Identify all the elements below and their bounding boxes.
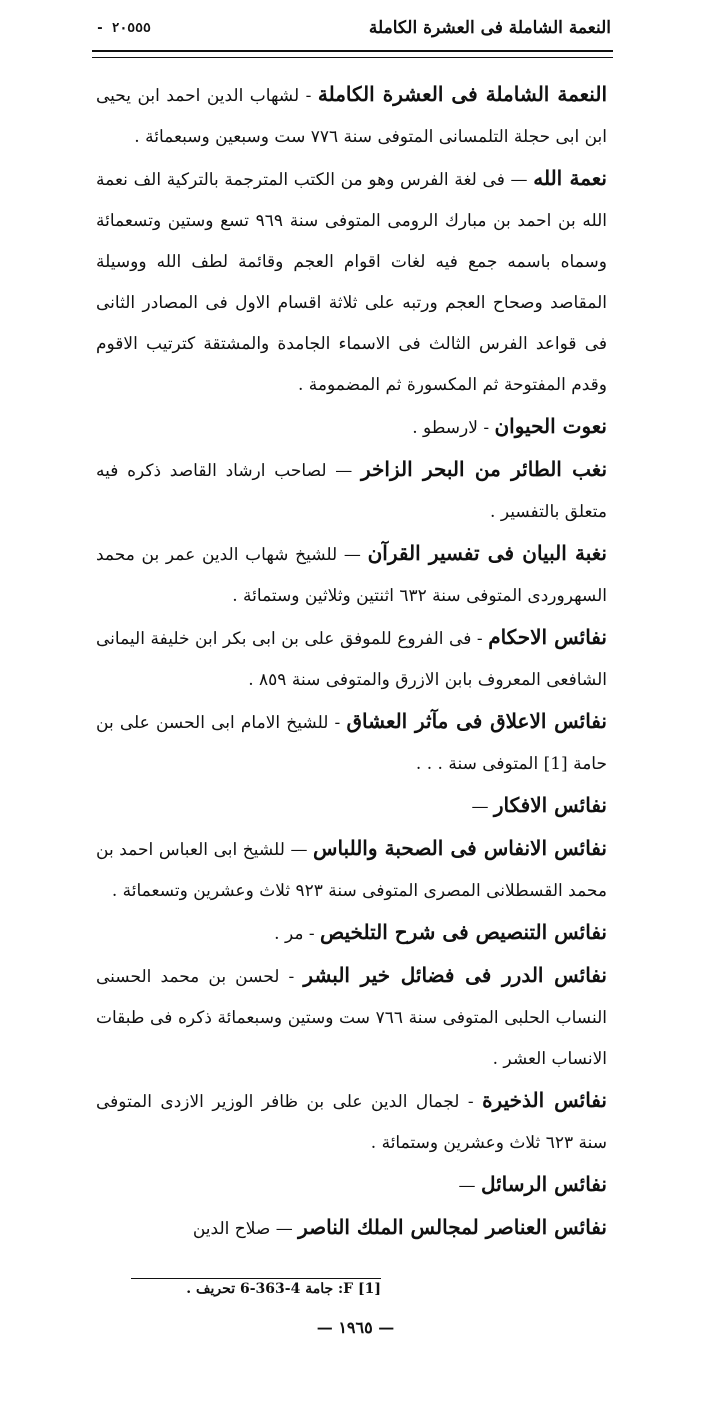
entry-text: - لحسن بن محمد الحسنى النساب الحلبى المتوفى سنة ٧٦٦ ست وستين وسبعمائة ذكره فى طبقات الانساب العشر . (96, 967, 608, 1069)
entry-text: — لصاحب ارشاد القاصد ذكره فيه متعلق بالتفسير . (96, 461, 607, 522)
entry-text: — فى لغة الفرس وهو من الكتب المترجمة بالتركية الف نعمة الله بن احمد بن مبارك الرومى المتوفى سنة ٩٦٩ تسع وستين وتسعمائة وسماه باسمه جمع فيه لغات اقوام العجم وقائمة لطف الله ووسيلة المقاصد وصحاح العجم ورتبه على ثلاثة اقسام الاول فى المصادر الثانى فى قواعد الفرس الثالث فى الاسماء الجامدة والمشتقة كترتيب الاقوم وقدم المفتوحة ثم المكسورة ثم المضمومة . (96, 170, 607, 395)
entry (96, 912, 607, 955)
entry-head: نفائس الاعلاق فى مآثر العشاق (346, 709, 607, 733)
header-rule-thin (92, 57, 613, 58)
entry-text: - لارسطو . (412, 418, 495, 438)
entry-head: نعمة الله (533, 166, 607, 190)
footnote-rule (131, 1278, 381, 1279)
entry (96, 406, 607, 449)
entry (96, 1164, 607, 1207)
entry-head: نغبة البيان فى تفسير القرآن (367, 541, 607, 565)
entry (96, 74, 607, 158)
running-header (96, 14, 611, 42)
entry-head: النعمة الشاملة فى العشرة الكاملة (317, 82, 607, 106)
page-code: - ٢٠٥٥٥ (96, 20, 151, 36)
entry-head: نفائس الانفاس فى الصحبة واللباس (313, 836, 607, 860)
entry (96, 785, 607, 828)
entry (96, 701, 607, 785)
entry-head: نغب الطائر من البحر الزاخر (361, 457, 608, 481)
entry (96, 955, 607, 1080)
entry (96, 449, 607, 533)
entry-head: نفائس العناصر لمجالس الملك الناصر (298, 1215, 607, 1239)
entry (96, 828, 607, 912)
entry-head: نفائس الذخيرة (482, 1088, 607, 1112)
entry-text: - للشيخ الامام ابى الحسن على بن حامة [1] المتوفى سنة . . . (96, 713, 607, 774)
footnote (130, 1278, 381, 1297)
entries-body (96, 74, 607, 1250)
entry-text: - فى الفروع للموفق على بن ابى بكر ابن خليفة اليمانى الشافعى المعروف بابن الازرق والمتوفى سنة ٨٥٩ . (96, 629, 607, 690)
entry-head: نعوت الحيوان (494, 414, 607, 438)
header-rule (92, 50, 613, 52)
footnote-text: [1] F: جامة 4-363-6 تحريف . (186, 1281, 381, 1297)
running-title: النعمة الشاملة فى العشرة الكاملة (368, 18, 611, 38)
entry (96, 617, 607, 701)
entry-text: — للشيخ شهاب الدين عمر بن محمد السهروردى المتوفى سنة ٦٣٢ اثنتين وثلاثين وستمائة . (96, 545, 607, 606)
entry-text: — (458, 1176, 481, 1196)
entry-head: نفائس الاحكام (488, 625, 607, 649)
entry-head: نفائس الرسائل (480, 1172, 607, 1196)
entry-head: نفائس التنصيص فى شرح التلخيص (320, 920, 607, 944)
entry-head: نفائس الدرر فى فضائل خير البشر (303, 963, 607, 987)
entry (96, 1207, 607, 1250)
entry-text: — صلاح الدين (192, 1219, 299, 1239)
entry (96, 533, 607, 617)
entry (96, 158, 607, 406)
entry (96, 1080, 607, 1164)
entry-head: نفائس الافكار (493, 793, 607, 817)
page-number: — ١٩٦٥ — (316, 1318, 395, 1337)
entry-text: — (471, 797, 494, 817)
entry-text: - لجمال الدين على بن ظافر الوزير الازدى المتوفى سنة ٦٢٣ ثلاث وعشرين وستمائة . (96, 1092, 607, 1153)
entry-text: - مر . (274, 924, 321, 944)
entry-text: — للشيخ ابى العباس احمد بن محمد القسطلانى المصرى المتوفى سنة ٩٢٣ ثلاث وعشرين وتسعمائة . (96, 840, 607, 901)
entry-text: - لشهاب الدين احمد ابن يحيى ابن ابى حجلة التلمسانى المتوفى سنة ٧٧٦ ست وسبعين وسبعمائة . (96, 86, 607, 147)
